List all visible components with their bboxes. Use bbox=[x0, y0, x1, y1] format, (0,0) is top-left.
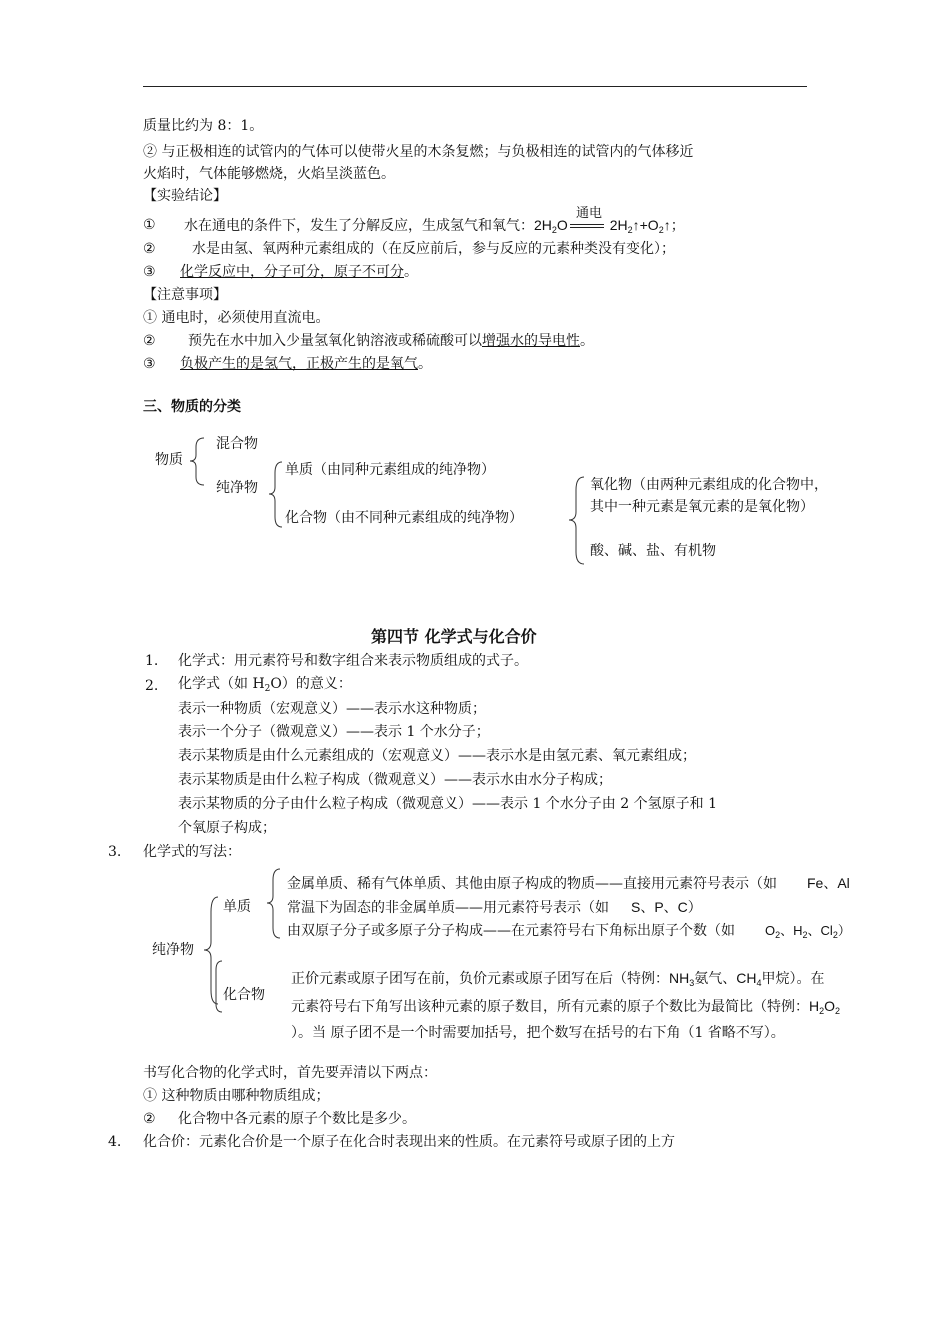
formula-compound: 化合物 bbox=[223, 987, 265, 1003]
meaning-1: 表示一种物质（宏观意义）——表示水这种物质； bbox=[178, 701, 486, 717]
item-3-text: 化学式的写法： bbox=[143, 844, 241, 860]
item-4-number: 4. bbox=[108, 1134, 122, 1150]
meaning-5: 表示某物质的分子由什么粒子构成（微观意义）——表示 1 个水分子由 2 个氢原子和 1 bbox=[178, 796, 717, 812]
brace-formula-compound bbox=[210, 960, 226, 1014]
conclusion-1-number: ① bbox=[143, 217, 156, 233]
tree-pure: 纯净物 bbox=[216, 480, 258, 496]
compound-rule-line2: 元素符号右下角写出该种元素的原子数目，所有元素的原子个数比为最简比（特例：$H_2O_2$ bbox=[291, 998, 841, 1016]
conclusion-heading: 【实验结论】 bbox=[143, 188, 227, 204]
meaning-3: 表示某物质是由什么元素组成的（宏观意义）——表示水是由氢元素、氧元素组成； bbox=[178, 748, 696, 764]
compound-rule-line3: ）。当 原子团不是一个时需要加括号，把个数写在括号的右下角（1 省略不写）。 bbox=[291, 1025, 785, 1041]
brace-formula-element bbox=[264, 868, 284, 940]
brace-compound bbox=[566, 476, 588, 566]
tree-compound: 化合物（由不同种元素组成的纯净物） bbox=[285, 510, 523, 526]
equals-sign bbox=[570, 224, 604, 228]
conclusion-2-number: ② bbox=[143, 241, 156, 257]
compound-rule-line1: 正价元素或原子团写在前，负价元素或原子团写在后（特例：$NH_3$氨气、$CH_4$甲烷）。在 bbox=[291, 970, 825, 988]
writing-point-2-number: ② bbox=[143, 1111, 156, 1127]
item-1-number: 1. bbox=[145, 653, 159, 669]
formula-element: 单质 bbox=[223, 899, 251, 915]
conclusion-3-number: ③ bbox=[143, 264, 156, 280]
element-rule-2: 常温下为固态的非金属单质——用元素符号表示（如 S、P、C） bbox=[287, 899, 702, 916]
meaning-6: 个氧原子构成； bbox=[178, 820, 276, 836]
conclusion-1 bbox=[184, 205, 685, 236]
note-3: 负极产生的是氢气，正极产生的是氧气。 bbox=[180, 356, 432, 372]
note-2: 预先在水中加入少量氢氧化钠溶液或稀硫酸可以增强水的导电性。 bbox=[188, 333, 594, 349]
writing-point-2-text: 化合物中各元素的原子个数比是多少。 bbox=[178, 1111, 416, 1127]
brace-matter bbox=[188, 437, 208, 487]
notes-heading: 【注意事项】 bbox=[143, 287, 227, 303]
element-rule-3-example: $O_2$、$H_2$、$Cl_2$） bbox=[765, 923, 851, 940]
mass-ratio-text: 质量比约为 8：1。 bbox=[143, 118, 264, 134]
conclusion-1-text: 水在通电的条件下，发生了分解反应，生成氢气和氧气： bbox=[184, 218, 534, 234]
note-2-underlined: 增强水的导电性 bbox=[482, 333, 580, 349]
tree-others: 酸、碱、盐、有机物 bbox=[590, 543, 716, 559]
note-2-number: ② bbox=[143, 333, 156, 349]
tree-element: 单质（由同种元素组成的纯净物） bbox=[285, 462, 495, 478]
classification-heading: 三、物质的分类 bbox=[143, 399, 241, 415]
element-rule-2-example: S、P、C） bbox=[631, 899, 702, 915]
electrolysis-equation: $2H_2O$ 通电 $2H_2↑+O_2↑$； bbox=[534, 205, 685, 235]
item-1-text: 化学式：用元素符号和数字组合来表示物质组成的式子。 bbox=[178, 653, 528, 669]
section-title: 第四节 化学式与化合价 bbox=[371, 627, 537, 646]
element-rule-3: 由双原子分子或多原子分子构成——在元素符号右下角标出原子个数（如 $O_2$、$H_2$、$Cl_2$） bbox=[287, 923, 851, 940]
tree-root: 物质 bbox=[155, 452, 183, 468]
item-3-number: 3. bbox=[108, 844, 122, 860]
writing-intro: 书写化合物的化学式时，首先要弄清以下两点： bbox=[143, 1065, 437, 1081]
item-2-number: 2. bbox=[145, 678, 159, 694]
formula-pure: 纯净物 bbox=[152, 942, 194, 958]
brace-pure bbox=[266, 461, 286, 529]
tree-mixture: 混合物 bbox=[216, 436, 258, 452]
element-rule-1-example: Fe、Al bbox=[807, 875, 850, 891]
header-rule bbox=[143, 86, 807, 87]
equation-condition: 通电 bbox=[576, 205, 603, 220]
note-3-number: ③ bbox=[143, 356, 156, 372]
tree-oxide-line2: 其中一种元素是氧元素的是氧化物） bbox=[590, 499, 814, 515]
note-1: ① 通电时，必须使用直流电。 bbox=[143, 310, 330, 326]
writing-point-1: ① 这种物质由哪种物质组成； bbox=[143, 1088, 330, 1104]
observation-2-line2: 火焰时，气体能够燃烧，火焰呈淡蓝色。 bbox=[143, 166, 395, 182]
item-4-text: 化合价：元素化合价是一个原子在化合时表现出来的性质。在元素符号或原子团的上方 bbox=[143, 1134, 675, 1150]
element-rule-1: 金属单质、稀有气体单质、其他由原子构成的物质——直接用元素符号表示（如 Fe、Al bbox=[287, 875, 850, 892]
meaning-4: 表示某物质是由什么粒子构成（微观意义）——表示水由水分子构成； bbox=[178, 772, 612, 788]
observation-2-line1: ② 与正极相连的试管内的气体可以使带火星的木条复燃；与负极相连的试管内的气体移近 bbox=[143, 144, 694, 160]
item-2-text: 化学式（如 $H_2O$）的意义： bbox=[178, 676, 352, 694]
conclusion-3-text: 化学反应中，分子可分，原子不可分 bbox=[180, 264, 404, 280]
conclusion-3: 化学反应中，分子可分，原子不可分。 bbox=[180, 264, 418, 280]
meaning-2: 表示一个分子（微观意义）——表示 1 个水分子； bbox=[178, 724, 490, 740]
note-3-text: 负极产生的是氢气，正极产生的是氧气 bbox=[180, 356, 418, 372]
tree-oxide-line1: 氧化物（由两种元素组成的化合物中， bbox=[590, 477, 828, 493]
conclusion-2-text: 水是由氢、氧两种元素组成的（在反应前后，参与反应的元素种类没有变化）； bbox=[192, 241, 675, 257]
